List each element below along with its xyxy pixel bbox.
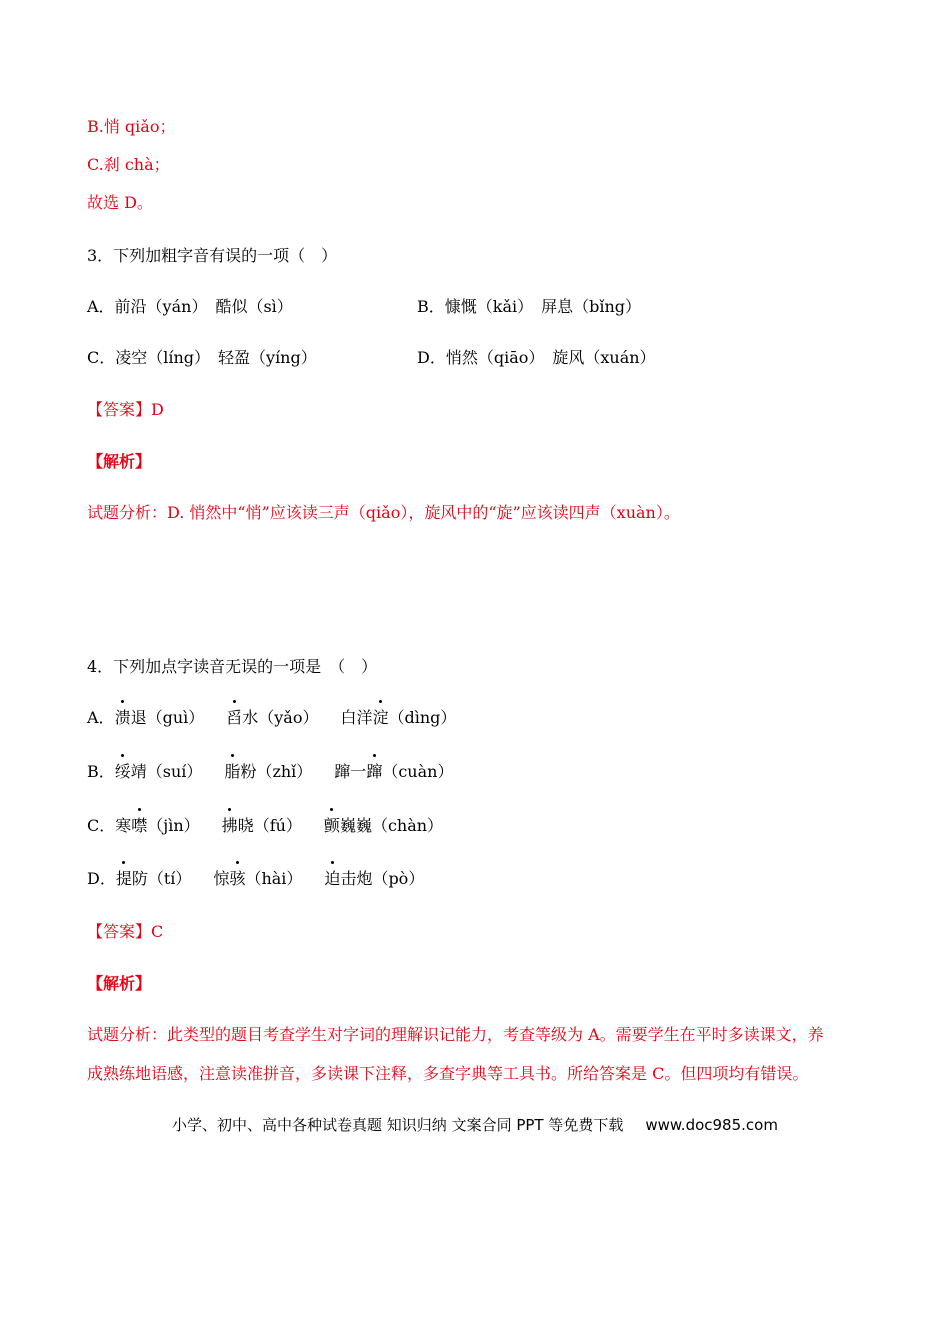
word-prefix: 惊 <box>213 869 230 888</box>
dotted-char: 噤 <box>131 816 148 835</box>
word-rest: 水（yǎo） <box>242 708 319 727</box>
word-rest: 防（tí） <box>131 869 192 888</box>
word-prefix: 白洋 <box>340 708 373 727</box>
word-rest: 晓（fú） <box>237 816 302 835</box>
q3-analysis: 试题分析：D. 悄然中“悄”应该读三声（qiǎo），旋风中的“旋”应该读四声（xuàn）。 <box>87 503 680 522</box>
dotted-char: 脂 <box>224 762 241 781</box>
footer-url[interactable]: www.doc985.com <box>645 1116 778 1134</box>
word-rest: 巍巍（chàn） <box>339 816 444 835</box>
q3-option-d: D．悄然（qiāo） 旋风（xuán） <box>417 348 656 367</box>
q4-option-b <box>87 761 453 783</box>
option-label: C． <box>87 816 116 835</box>
option-label: B． <box>87 762 115 781</box>
dotted-char: 提 <box>115 869 132 888</box>
page-footer <box>0 1114 950 1136</box>
word-rest: 靖（suí） <box>130 762 203 781</box>
word-rest: （dìng） <box>388 708 457 727</box>
dotted-char: 溃 <box>114 708 131 727</box>
word-rest: 粉（zhǐ） <box>240 762 313 781</box>
q4-analysis-line-1: 试题分析：此类型的题目考查学生对字词的理解识记能力，考查等级为 A。需要学生在平时多读课文，养 <box>87 1025 824 1044</box>
word-prefix: 寒 <box>115 816 132 835</box>
q4-option-d <box>87 868 424 890</box>
q4-stem: 4．下列加点字读音无误的一项是 （ ） <box>87 657 378 676</box>
prev-answer-line-c: C.刹 chà； <box>87 155 170 174</box>
word-rest: （cuàn） <box>382 762 454 781</box>
dotted-char: 迫 <box>324 869 341 888</box>
word-rest: 退（guì） <box>130 708 205 727</box>
q3-answer: 【答案】D <box>87 400 164 419</box>
option-label: D． <box>87 869 116 888</box>
dotted-char: 骇 <box>229 869 246 888</box>
dotted-char: 蹿 <box>366 762 383 781</box>
q4-analysis-line-2: 成熟练地语感，注意读准拼音，多读课下注释，多查字典等工具书。所给答案是 C。但四项均有错误。 <box>87 1064 809 1083</box>
dotted-char: 淀 <box>372 708 389 727</box>
option-label: A． <box>87 708 115 727</box>
dotted-char: 拂 <box>221 816 238 835</box>
dotted-char: 绥 <box>114 762 131 781</box>
q3-option-a: A．前沿（yán） 酷似（sì） <box>87 297 293 316</box>
q3-option-b: B．慷慨（kǎi） 屏息（bǐng） <box>417 297 642 316</box>
q3-option-c: C．凌空（líng） 轻盈（yíng） <box>87 348 317 367</box>
prev-answer-line-b: B.悄 qiǎo； <box>87 117 176 136</box>
word-prefix: 蹿一 <box>334 762 367 781</box>
word-rest: 击炮（pò） <box>340 869 425 888</box>
q3-stem: 3．下列加粗字音有误的一项（ ） <box>87 246 338 265</box>
footer-text: 小学、初中、高中各种试卷真题 知识归纳 文案合同 PPT 等免费下载 <box>172 1116 624 1134</box>
q4-option-c <box>87 815 443 837</box>
dotted-char: 颤 <box>323 816 340 835</box>
q4-option-a <box>87 707 456 729</box>
q4-analysis-label: 【解析】 <box>87 974 152 993</box>
q4-answer: 【答案】C <box>87 922 164 941</box>
q3-analysis-label: 【解析】 <box>87 452 152 471</box>
prev-answer-conclusion: 故选 D。 <box>87 193 153 212</box>
dotted-char: 舀 <box>226 708 243 727</box>
word-rest: （jìn） <box>147 816 200 835</box>
word-rest: （hài） <box>245 869 303 888</box>
